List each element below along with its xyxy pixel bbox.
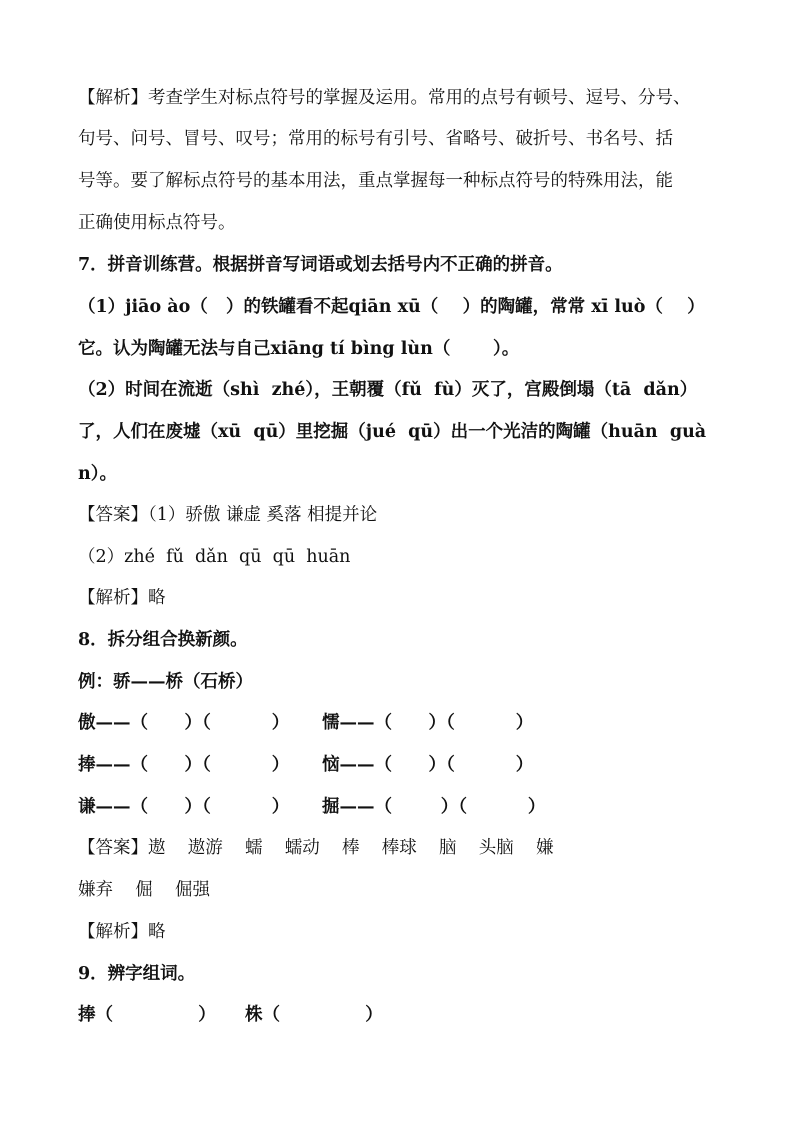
question-9-title: 9．辨字组词。 (78, 964, 196, 984)
question-8-answer-line-2: 嫌弃 倔 倔强 (78, 880, 211, 900)
question-8-item-peng: 捧——（ ）（ ） (78, 755, 290, 775)
question-9-item-zhu: 株（ ） (245, 1005, 383, 1025)
question-7-part-2-line-2: 了，人们在废墟（xū qū）里挖掘（jué qū）出一个光洁的陶罐（huān guà (78, 422, 707, 442)
analysis-paragraph-line-1: 【解析】考查学生对标点符号的掌握及运用。常用的点号有顿号、逗号、分号、 (78, 88, 691, 108)
question-7-part-2-line-3: n）。 (78, 464, 117, 484)
question-8-analysis: 【解析】略 (78, 922, 166, 942)
question-8-example: 例：骄——桥（石桥） (78, 672, 253, 692)
question-7-answer-line-1: 【答案】（1）骄傲 谦虚 奚落 相提并论 (78, 505, 378, 525)
analysis-paragraph-line-3: 号等。要了解标点符号的基本用法，重点掌握每一种标点符号的特殊用法，能 (78, 171, 673, 191)
question-7-part-1-line-1: （1）jiāo ào（ ）的铁罐看不起qiān xū（ ）的陶罐，常常 xī luò（ ） (78, 297, 705, 317)
question-8-item-nuo: 懦——（ ）（ ） (322, 713, 534, 733)
question-7-answer-line-2: （2）zhé fǔ dǎn qū qū huān (78, 547, 351, 567)
question-8-item-jue: 掘——（ ）（ ） (322, 797, 546, 817)
question-8-answer-line-1: 【答案】遨 遨游 蠕 蠕动 棒 棒球 脑 头脑 嫌 (78, 838, 554, 858)
question-8-item-qian: 谦——（ ）（ ） (78, 797, 290, 817)
question-7-analysis: 【解析】略 (78, 588, 166, 608)
question-8-title: 8．拆分组合换新颜。 (78, 630, 248, 650)
question-7-part-2-line-1: （2）时间在流逝（shì zhé），王朝覆（fǔ fù）灭了，宫殿倒塌（tā dǎn） (78, 380, 698, 400)
question-7-title: 7．拼音训练营。根据拼音写词语或划去括号内不正确的拼音。 (78, 255, 563, 275)
question-9-item-peng: 捧（ ） (78, 1005, 216, 1025)
question-8-item-nao: 恼——（ ）（ ） (322, 755, 534, 775)
question-7-part-1-line-2: 它。认为陶罐无法与自己xiāng tí bìng lùn（ ）。 (78, 339, 520, 359)
analysis-paragraph-line-2: 句号、问号、冒号、叹号；常用的标号有引号、省略号、破折号、书名号、括 (78, 129, 673, 149)
analysis-paragraph-line-4: 正确使用标点符号。 (78, 213, 236, 233)
question-8-item-ao: 傲——（ ）（ ） (78, 713, 290, 733)
